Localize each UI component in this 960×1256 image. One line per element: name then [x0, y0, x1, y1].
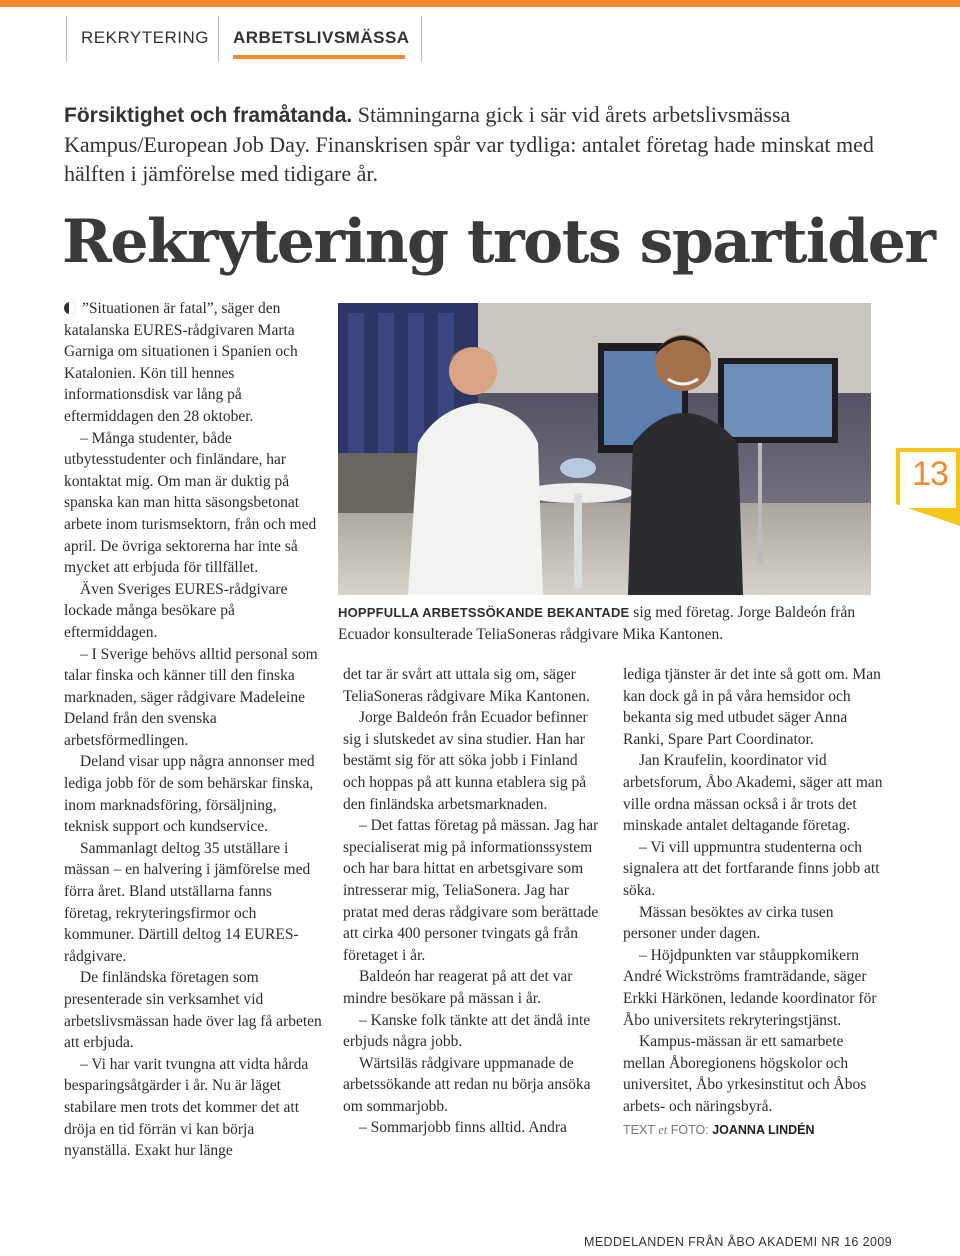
- byline-amp: et: [658, 1123, 668, 1138]
- page-number: 13: [912, 455, 948, 493]
- byline-author: JOANNA LINDÉN: [712, 1123, 815, 1138]
- byline: [623, 1120, 883, 1142]
- body-paragraph: Sammanlagt deltog 35 utställare i mässan – en halvering i jämförelse med förra året. Bland utställarna fanns företag, rekryteringsfirmor och kommuner. Därtill deltog 14 EURES-rådgivare.: [64, 839, 311, 965]
- byline-photo-label: FOTO:: [670, 1123, 709, 1138]
- body-paragraph: – Det fattas företag på mässan. Jag har specialiserat mig på informationssystem och har bara hittat en arbetsgivare som intresserar mig, TeliaSonera. Jag har pratat med deras rådgivare som berättade att cirka 400 personer tvingats gå från företaget i år.: [343, 817, 599, 964]
- photo-caption: [338, 602, 898, 645]
- body-paragraph: Mässan besöktes av cirka tusen personer under dagen.: [623, 903, 834, 943]
- section-label: REKRYTERING: [81, 28, 209, 47]
- body-paragraph: – Vi vill uppmuntra studenterna och signalera att det fortfarande finns jobb att söka.: [623, 838, 880, 899]
- caption-text: sig med företag. Jorge Baldeón från Ecuador konsulterade TeliaSoneras rådgivare Mika Kantonen.: [338, 604, 856, 643]
- byline-text-label: TEXT: [623, 1123, 655, 1138]
- body-paragraph: – Sommarjobb finns alltid. Andra: [359, 1119, 567, 1137]
- body-paragraph: det tar är svårt att uttala sig om, säger TeliaSoneras rådgivare Mika Kantonen.: [343, 666, 590, 705]
- body-paragraph: – I Sverige behövs alltid personal som talar finska och känner till den finska marknaden, säger rådgivare Madeleine Deland från den svenska arbetsförmedlingen.: [64, 645, 318, 749]
- body-paragraph: Wärtsiläs rådgivare uppmanade de arbetssökande att redan nu börja ansöka om sommarjobb.: [343, 1054, 591, 1115]
- intro-lead: Försiktighet och framåtanda.: [64, 104, 353, 127]
- caption-head: HOPPFULLA ARBETSSÖKANDE BEKANTADE: [338, 605, 630, 620]
- intro-paragraph: [64, 100, 894, 188]
- start-marker-icon: [64, 302, 76, 314]
- body-paragraph: – Kanske folk tänkte att det ändå inte erbjuds några jobb.: [343, 1011, 591, 1051]
- body-paragraph: Jan Kraufelin, koordinator vid arbetsforum, Åbo Akademi, säger att man ville ordna mässan också i år trots det minskade antalet deltagande företag.: [623, 752, 883, 835]
- body-paragraph: Även Sveriges EURES-rådgivare lockade många besökare på eftermiddagen.: [64, 580, 288, 641]
- body-paragraph: Baldeón har reagerat på att det var mindre besökare på mässan i år.: [343, 968, 573, 1007]
- body-paragraph: Deland visar upp några annonser med lediga jobb för de som behärskar finska, inom marknadsföring, försäljning, teknisk support och kundservice.: [64, 753, 315, 836]
- top-accent-bar: [0, 0, 960, 7]
- body-paragraph: De finländska företagen som presenterade sin verksamhet vid arbetslivsmässan hade över lag få arbeten att erbjuda.: [64, 969, 322, 1052]
- article-headline: Rekrytering trots spartider: [62, 207, 935, 277]
- article-photo: [338, 303, 871, 595]
- subsection-label: ARBETSLIVSMÄSSA: [233, 28, 410, 47]
- body-paragraph: Kampus-mässan är ett samarbete mellan Åboregionens högskolor och universitet, Åbo yrkesinstitut och Åbos arbets- och näringsbyrå.: [623, 1033, 867, 1115]
- body-paragraph: – Höjdpunkten var ståuppkomikern André Wickströms framträdande, säger Erkki Härkönen, ledande koordinator för Åbo universitets rekryteringstjänst.: [623, 946, 877, 1029]
- article-column-3: [623, 664, 883, 1142]
- article-column-2: [343, 664, 603, 1139]
- body-paragraph: ”Situationen är fatal”, säger den katalanska EURES-rådgivaren Marta Garniga om situationen i Spanien och Katalonien. Kön till hennes informationsdisk var lång på eftermiddagen den 28 oktober.: [64, 300, 298, 425]
- intro-text: Stämningarna gick i sär vid årets arbetslivsmässa Kampus/European Job Day. Finanskrisen spår var tydliga: antalet företag hade minskat med hälften i jämförelse med tidigare år.: [64, 102, 874, 186]
- body-paragraph: lediga tjänster är det inte så gott om. Man kan dock gå in på våra hemsidor och bekanta sig med utbudet säger Anna Ranki, Spare Part Coordinator.: [623, 666, 881, 748]
- header-divider: [66, 16, 67, 62]
- body-paragraph: – Många studenter, både utbytesstudenter och finländare, har kontaktat mig. Om man är duktig på spanska kan man hitta säsongsbetonat arbete inom turismsektorn, från och med april. De övriga sektorerna har inte så mycket att erbjuda för tillfället.: [64, 429, 317, 577]
- subsection-underline: [233, 55, 405, 59]
- header-divider: [218, 16, 219, 62]
- header-divider: [421, 16, 422, 62]
- page-footer: MEDDELANDEN FRÅN ÅBO AKADEMI NR 16 2009: [584, 1235, 893, 1249]
- article-column-1: [64, 298, 322, 1162]
- body-paragraph: – Vi har varit tvungna att vidta hårda besparingsåtgärder i år. Nu är läget stabilare men trots det kommer det att dröja en tid förrän vi kan börja nyanställa. Exakt hur länge: [64, 1055, 309, 1160]
- body-paragraph: Jorge Baldeón från Ecuador befinner sig i slutskedet av sina studier. Han har bestämt sig för att söka jobb i Finland och hoppas på att kunna etablera sig på den finländska arbetsmarknaden.: [343, 709, 588, 813]
